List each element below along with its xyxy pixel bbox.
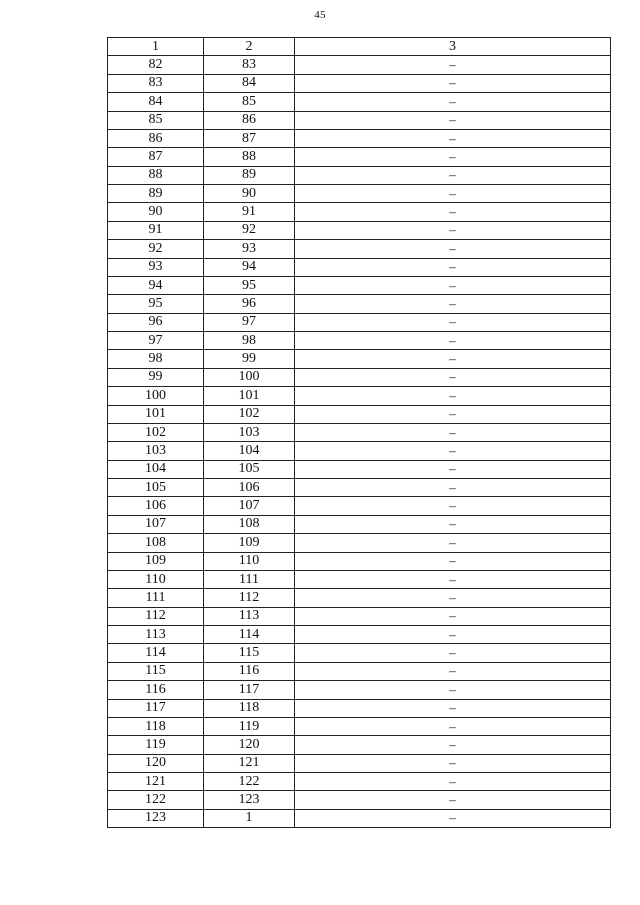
table-cell-col-1: 111 (108, 589, 204, 607)
table-cell-col-3: – (295, 405, 611, 423)
table-cell-col-1: 88 (108, 166, 204, 184)
table-row (108, 93, 611, 111)
table-cell-col-3: – (295, 350, 611, 368)
table-row (108, 148, 611, 166)
table-cell-col-1: 104 (108, 460, 204, 478)
table-body (108, 56, 611, 828)
table-cell-col-1: 123 (108, 809, 204, 827)
table-cell-col-2: 113 (204, 607, 295, 625)
table-row (108, 221, 611, 239)
table-cell-col-3: – (295, 681, 611, 699)
table-cell-col-2: 118 (204, 699, 295, 717)
table-cell-col-2: 93 (204, 240, 295, 258)
table-row (108, 736, 611, 754)
table-cell-col-3: – (295, 644, 611, 662)
table-cell-col-1: 98 (108, 350, 204, 368)
table-cell-col-1: 103 (108, 442, 204, 460)
table-row (108, 442, 611, 460)
table-cell-col-2: 117 (204, 681, 295, 699)
table-cell-col-1: 115 (108, 662, 204, 680)
table-row (108, 662, 611, 680)
column-header-1: 1 (108, 38, 204, 56)
table-row (108, 589, 611, 607)
table-cell-col-2: 1 (204, 809, 295, 827)
table-row (108, 387, 611, 405)
table-cell-col-2: 119 (204, 717, 295, 735)
table-cell-col-2: 88 (204, 148, 295, 166)
table-cell-col-1: 116 (108, 681, 204, 699)
table-cell-col-3: – (295, 74, 611, 92)
table-cell-col-3: – (295, 276, 611, 294)
table-cell-col-3: – (295, 295, 611, 313)
table-row (108, 74, 611, 92)
table-cell-col-1: 97 (108, 332, 204, 350)
table-cell-col-3: – (295, 662, 611, 680)
table-cell-col-1: 90 (108, 203, 204, 221)
table-row (108, 276, 611, 294)
table-row (108, 166, 611, 184)
table-cell-col-1: 93 (108, 258, 204, 276)
table-cell-col-3: – (295, 552, 611, 570)
table-cell-col-2: 90 (204, 185, 295, 203)
table-row (108, 423, 611, 441)
table-cell-col-3: – (295, 185, 611, 203)
table-cell-col-3: – (295, 148, 611, 166)
table-cell-col-2: 107 (204, 497, 295, 515)
table-cell-col-3: – (295, 534, 611, 552)
table-cell-col-1: 101 (108, 405, 204, 423)
table-cell-col-1: 83 (108, 74, 204, 92)
table-cell-col-2: 102 (204, 405, 295, 423)
table-cell-col-2: 85 (204, 93, 295, 111)
table-cell-col-1: 122 (108, 791, 204, 809)
table-cell-col-1: 94 (108, 276, 204, 294)
table-row (108, 552, 611, 570)
table-row (108, 515, 611, 533)
table-row (108, 681, 611, 699)
table-cell-col-1: 95 (108, 295, 204, 313)
table-cell-col-2: 95 (204, 276, 295, 294)
table-cell-col-3: – (295, 460, 611, 478)
table-row (108, 258, 611, 276)
page-number: 45 (314, 9, 326, 21)
table-cell-col-1: 105 (108, 479, 204, 497)
table-cell-col-3: – (295, 607, 611, 625)
table-cell-col-1: 121 (108, 773, 204, 791)
table-row (108, 350, 611, 368)
table-cell-col-1: 89 (108, 185, 204, 203)
table-cell-col-2: 111 (204, 570, 295, 588)
table-cell-col-1: 92 (108, 240, 204, 258)
table-cell-col-3: – (295, 626, 611, 644)
table-cell-col-1: 107 (108, 515, 204, 533)
table-cell-col-3: – (295, 423, 611, 441)
table-cell-col-3: – (295, 56, 611, 74)
table-cell-col-2: 121 (204, 754, 295, 772)
table-cell-col-2: 83 (204, 56, 295, 74)
table-row (108, 791, 611, 809)
table-row (108, 534, 611, 552)
table-row (108, 699, 611, 717)
table-cell-col-3: – (295, 479, 611, 497)
table-cell-col-1: 112 (108, 607, 204, 625)
table-row (108, 754, 611, 772)
table-cell-col-2: 92 (204, 221, 295, 239)
table-cell-col-2: 103 (204, 423, 295, 441)
table-cell-col-1: 87 (108, 148, 204, 166)
table-cell-col-3: – (295, 93, 611, 111)
table-cell-col-3: – (295, 111, 611, 129)
table-cell-col-3: – (295, 515, 611, 533)
column-header-2: 2 (204, 38, 295, 56)
table-cell-col-1: 85 (108, 111, 204, 129)
table-cell-col-3: – (295, 332, 611, 350)
table-cell-col-3: – (295, 754, 611, 772)
table-cell-col-2: 116 (204, 662, 295, 680)
table-cell-col-2: 105 (204, 460, 295, 478)
table-cell-col-3: – (295, 313, 611, 331)
table-cell-col-1: 82 (108, 56, 204, 74)
table-header (108, 38, 611, 56)
table-cell-col-1: 113 (108, 626, 204, 644)
table-cell-col-1: 100 (108, 387, 204, 405)
table-row (108, 56, 611, 74)
table-cell-col-3: – (295, 773, 611, 791)
table-cell-col-2: 99 (204, 350, 295, 368)
table-cell-col-3: – (295, 368, 611, 386)
table-cell-col-2: 101 (204, 387, 295, 405)
table-cell-col-2: 104 (204, 442, 295, 460)
table-row (108, 773, 611, 791)
table-row (108, 809, 611, 827)
table-row (108, 570, 611, 588)
table-cell-col-2: 106 (204, 479, 295, 497)
table-row (108, 607, 611, 625)
table-cell-col-2: 123 (204, 791, 295, 809)
table-cell-col-2: 89 (204, 166, 295, 184)
table-cell-col-3: – (295, 203, 611, 221)
table-row (108, 405, 611, 423)
header-row (108, 38, 611, 56)
table-row (108, 295, 611, 313)
table-row (108, 479, 611, 497)
table-cell-col-1: 109 (108, 552, 204, 570)
table-cell-col-2: 114 (204, 626, 295, 644)
table-cell-col-3: – (295, 791, 611, 809)
data-table (107, 37, 611, 828)
table-cell-col-1: 106 (108, 497, 204, 515)
table-row (108, 717, 611, 735)
table-cell-col-2: 122 (204, 773, 295, 791)
table-cell-col-2: 98 (204, 332, 295, 350)
table-row (108, 332, 611, 350)
table-cell-col-1: 118 (108, 717, 204, 735)
table-cell-col-3: – (295, 258, 611, 276)
table-cell-col-2: 108 (204, 515, 295, 533)
table-cell-col-3: – (295, 717, 611, 735)
table-cell-col-1: 96 (108, 313, 204, 331)
table-cell-col-2: 110 (204, 552, 295, 570)
table-cell-col-3: – (295, 809, 611, 827)
table-cell-col-1: 99 (108, 368, 204, 386)
table-row (108, 626, 611, 644)
table-cell-col-1: 114 (108, 644, 204, 662)
table-row (108, 111, 611, 129)
table-cell-col-1: 117 (108, 699, 204, 717)
table-row (108, 129, 611, 147)
table-row (108, 644, 611, 662)
table-cell-col-3: – (295, 221, 611, 239)
table-cell-col-1: 86 (108, 129, 204, 147)
table-row (108, 313, 611, 331)
table-row (108, 460, 611, 478)
table-cell-col-1: 91 (108, 221, 204, 239)
table-cell-col-3: – (295, 129, 611, 147)
table-cell-col-3: – (295, 699, 611, 717)
table-cell-col-2: 112 (204, 589, 295, 607)
table-cell-col-3: – (295, 387, 611, 405)
table-cell-col-2: 100 (204, 368, 295, 386)
table-cell-col-2: 120 (204, 736, 295, 754)
column-header-3: 3 (295, 38, 611, 56)
table-cell-col-2: 96 (204, 295, 295, 313)
table-row (108, 185, 611, 203)
table-cell-col-3: – (295, 442, 611, 460)
table-cell-col-2: 91 (204, 203, 295, 221)
table-cell-col-2: 84 (204, 74, 295, 92)
table-cell-col-3: – (295, 736, 611, 754)
table-cell-col-2: 86 (204, 111, 295, 129)
table-cell-col-2: 94 (204, 258, 295, 276)
table-cell-col-1: 110 (108, 570, 204, 588)
table-cell-col-1: 120 (108, 754, 204, 772)
table-cell-col-1: 108 (108, 534, 204, 552)
table-cell-col-1: 84 (108, 93, 204, 111)
table-cell-col-3: – (295, 497, 611, 515)
table-cell-col-2: 97 (204, 313, 295, 331)
table-cell-col-3: – (295, 240, 611, 258)
table-cell-col-3: – (295, 570, 611, 588)
table-cell-col-2: 87 (204, 129, 295, 147)
table-cell-col-3: – (295, 166, 611, 184)
table-row (108, 240, 611, 258)
table-cell-col-1: 102 (108, 423, 204, 441)
table-row (108, 368, 611, 386)
table-row (108, 203, 611, 221)
table-cell-col-1: 119 (108, 736, 204, 754)
table-cell-col-2: 115 (204, 644, 295, 662)
table-cell-col-2: 109 (204, 534, 295, 552)
table-row (108, 497, 611, 515)
table-cell-col-3: – (295, 589, 611, 607)
